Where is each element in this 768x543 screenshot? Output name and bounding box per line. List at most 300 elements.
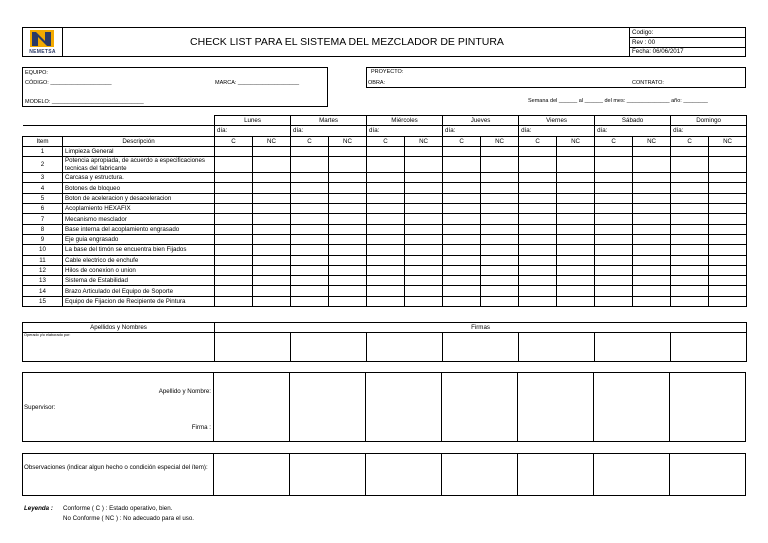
conforme-cell[interactable] [367, 193, 405, 203]
no-conforme-cell[interactable] [253, 214, 291, 224]
conforme-cell[interactable] [215, 265, 253, 275]
conforme-cell[interactable] [519, 146, 557, 156]
item-number: 5 [23, 193, 63, 203]
no-conforme-cell[interactable] [253, 157, 291, 173]
conforme-cell[interactable] [367, 146, 405, 156]
conforme-cell[interactable] [215, 276, 253, 286]
conforme-cell[interactable] [519, 245, 557, 255]
no-conforme-cell[interactable] [253, 173, 291, 183]
dia-field[interactable]: día: [671, 126, 747, 136]
dia-field[interactable]: día: [443, 126, 519, 136]
no-conforme-cell[interactable] [709, 255, 747, 265]
no-conforme-cell[interactable] [481, 193, 519, 203]
conforme-cell[interactable] [291, 146, 329, 156]
proyecto-info-box [366, 67, 746, 88]
no-conforme-cell[interactable] [709, 157, 747, 173]
conforme-cell[interactable] [367, 245, 405, 255]
conforme-cell[interactable] [215, 204, 253, 214]
conforme-cell[interactable] [367, 255, 405, 265]
table-row [23, 245, 747, 255]
no-conforme-cell[interactable] [481, 245, 519, 255]
no-conforme-cell[interactable] [253, 224, 291, 234]
conforme-cell[interactable] [291, 245, 329, 255]
no-conforme-cell[interactable] [405, 193, 443, 203]
conforme-cell[interactable] [291, 265, 329, 275]
firma-cell[interactable] [671, 333, 747, 362]
conforme-cell[interactable] [519, 276, 557, 286]
conforme-cell[interactable] [367, 173, 405, 183]
conforme-cell[interactable] [519, 255, 557, 265]
no-conforme-cell[interactable] [329, 286, 367, 296]
no-conforme-cell[interactable] [557, 173, 595, 183]
conforme-cell[interactable] [443, 173, 481, 183]
conforme-cell[interactable] [595, 146, 633, 156]
apellido-nombre-label: Apellido y Nombre: [158, 388, 211, 395]
conforme-cell[interactable] [367, 157, 405, 173]
no-conforme-cell[interactable] [633, 214, 671, 224]
item-description: Acoplamiento HEXAFIX [63, 204, 215, 214]
no-conforme-cell[interactable] [329, 265, 367, 275]
no-conforme-cell[interactable] [633, 146, 671, 156]
conforme-header: C [291, 136, 329, 146]
table-row [23, 255, 747, 265]
conforme-cell[interactable] [215, 193, 253, 203]
no-conforme-cell[interactable] [481, 146, 519, 156]
no-conforme-cell[interactable] [557, 214, 595, 224]
item-number: 8 [23, 224, 63, 234]
no-conforme-cell[interactable] [253, 204, 291, 214]
item-number: 6 [23, 204, 63, 214]
conforme-cell[interactable] [519, 224, 557, 234]
conforme-cell[interactable] [443, 286, 481, 296]
item-number: 9 [23, 234, 63, 244]
no-conforme-cell[interactable] [253, 296, 291, 306]
item-number: 2 [23, 157, 63, 173]
conforme-cell[interactable] [671, 224, 709, 234]
no-conforme-cell[interactable] [329, 173, 367, 183]
conforme-cell[interactable] [443, 265, 481, 275]
conforme-header: C [215, 136, 253, 146]
item-description: Hilos de conexion o union [63, 265, 215, 275]
supervisor-grid [213, 372, 746, 442]
no-conforme-cell[interactable] [481, 234, 519, 244]
conforme-cell[interactable] [291, 204, 329, 214]
logo-text: NEMETSA [29, 49, 56, 55]
conforme-header: C [519, 136, 557, 146]
no-conforme-cell[interactable] [709, 193, 747, 203]
conforme-cell[interactable] [519, 214, 557, 224]
conforme-cell[interactable] [671, 255, 709, 265]
item-number: 1 [23, 146, 63, 156]
no-conforme-cell[interactable] [405, 276, 443, 286]
conforme-cell[interactable] [443, 157, 481, 173]
rev-label: Rev : 00 [632, 39, 656, 46]
no-conforme-cell[interactable] [405, 234, 443, 244]
no-conforme-cell[interactable] [405, 255, 443, 265]
conforme-cell[interactable] [595, 234, 633, 244]
marca-field[interactable]: MARCA: ____________________ [215, 80, 300, 86]
obra-label: OBRA: [368, 80, 386, 86]
conforme-cell[interactable] [595, 286, 633, 296]
no-conforme-cell[interactable] [329, 296, 367, 306]
firma-cell[interactable] [291, 333, 367, 362]
no-conforme-header: NC [557, 136, 595, 146]
firma-cell[interactable] [367, 333, 443, 362]
conforme-cell[interactable] [671, 265, 709, 275]
observaciones-grid [213, 453, 746, 496]
firma-cell[interactable] [519, 333, 595, 362]
no-conforme-cell[interactable] [481, 265, 519, 275]
no-conforme-cell[interactable] [329, 255, 367, 265]
no-conforme-cell[interactable] [481, 204, 519, 214]
no-conforme-cell[interactable] [481, 214, 519, 224]
conforme-cell[interactable] [519, 296, 557, 306]
day-header: Viernes [519, 116, 595, 126]
header-blank [23, 126, 215, 136]
conforme-cell[interactable] [443, 193, 481, 203]
proyecto-label: PROYECTO: [371, 69, 404, 75]
conforme-cell[interactable] [671, 234, 709, 244]
no-conforme-cell[interactable] [633, 255, 671, 265]
no-conforme-cell[interactable] [557, 157, 595, 173]
no-conforme-cell[interactable] [253, 146, 291, 156]
conforme-cell[interactable] [671, 296, 709, 306]
no-conforme-cell[interactable] [405, 204, 443, 214]
no-conforme-cell[interactable] [329, 146, 367, 156]
table-row [23, 173, 747, 183]
table-row [23, 204, 747, 214]
no-conforme-cell[interactable] [253, 183, 291, 193]
no-conforme-cell[interactable] [329, 193, 367, 203]
conforme-cell[interactable] [367, 265, 405, 275]
no-conforme-cell[interactable] [709, 146, 747, 156]
conforme-cell[interactable] [671, 286, 709, 296]
firma-divider [441, 372, 442, 442]
conforme-cell[interactable] [595, 193, 633, 203]
conforme-cell[interactable] [519, 183, 557, 193]
conforme-cell[interactable] [291, 193, 329, 203]
no-conforme-cell[interactable] [253, 234, 291, 244]
item-description: Cable electrico de enchufe [63, 255, 215, 265]
no-conforme-cell[interactable] [557, 255, 595, 265]
no-conforme-cell[interactable] [633, 296, 671, 306]
no-conforme-cell[interactable] [633, 286, 671, 296]
item-number: 7 [23, 214, 63, 224]
no-conforme-cell[interactable] [253, 265, 291, 275]
no-conforme-cell[interactable] [709, 245, 747, 255]
no-conforme-cell[interactable] [329, 224, 367, 234]
no-conforme-cell[interactable] [633, 224, 671, 234]
conforme-cell[interactable] [671, 245, 709, 255]
firma-divider [365, 372, 366, 442]
conforme-cell[interactable] [519, 234, 557, 244]
conforme-cell[interactable] [443, 204, 481, 214]
conforme-cell[interactable] [215, 245, 253, 255]
conforme-cell[interactable] [595, 214, 633, 224]
day-header: Miércoles [367, 116, 443, 126]
conforme-cell[interactable] [291, 255, 329, 265]
no-conforme-cell[interactable] [481, 296, 519, 306]
conforme-cell[interactable] [595, 265, 633, 275]
no-conforme-header: NC [329, 136, 367, 146]
no-conforme-cell[interactable] [633, 234, 671, 244]
no-conforme-cell[interactable] [557, 245, 595, 255]
signatures-table [22, 322, 747, 362]
dia-field[interactable]: día: [595, 126, 671, 136]
no-conforme-cell[interactable] [405, 183, 443, 193]
equipo-info-box [22, 67, 328, 107]
no-conforme-cell[interactable] [405, 245, 443, 255]
no-conforme-cell[interactable] [405, 173, 443, 183]
no-conforme-cell[interactable] [709, 234, 747, 244]
item-number: 12 [23, 265, 63, 275]
conforme-cell[interactable] [671, 183, 709, 193]
no-conforme-cell[interactable] [253, 245, 291, 255]
firma-cell[interactable] [443, 333, 519, 362]
codigo-label: Codigo: [632, 29, 654, 36]
no-conforme-cell[interactable] [633, 183, 671, 193]
conforme-cell[interactable] [291, 183, 329, 193]
conforme-cell[interactable] [519, 286, 557, 296]
conforme-cell[interactable] [443, 234, 481, 244]
item-description: Eje guia engrasado [63, 234, 215, 244]
table-row [23, 183, 747, 193]
item-description: Base interna del acoplamiento engrasado [63, 224, 215, 234]
no-conforme-cell[interactable] [405, 214, 443, 224]
conforme-cell[interactable] [595, 276, 633, 286]
page-title: CHECK LIST PARA EL SISTEMA DEL MEZCLADOR DE PINTURA [190, 36, 504, 48]
meta-divider-1 [629, 37, 746, 38]
conforme-cell[interactable] [367, 234, 405, 244]
conforme-cell[interactable] [595, 296, 633, 306]
no-conforme-cell[interactable] [253, 286, 291, 296]
no-conforme-cell[interactable] [557, 265, 595, 275]
no-conforme-cell[interactable] [633, 173, 671, 183]
no-conforme-cell[interactable] [557, 234, 595, 244]
observaciones-label: Observaciones (indicar algun hecho o condición especial del ítem): [24, 464, 208, 471]
conforme-cell[interactable] [367, 204, 405, 214]
conforme-cell[interactable] [595, 255, 633, 265]
contrato-label: CONTRATO: [632, 80, 664, 86]
day-header: Martes [291, 116, 367, 126]
conforme-cell[interactable] [519, 173, 557, 183]
conforme-cell[interactable] [215, 296, 253, 306]
no-conforme-cell[interactable] [481, 157, 519, 173]
leyenda-label: Leyenda : [24, 505, 53, 512]
no-conforme-cell[interactable] [709, 224, 747, 234]
conforme-cell[interactable] [595, 224, 633, 234]
conforme-cell[interactable] [215, 146, 253, 156]
no-conforme-cell[interactable] [557, 296, 595, 306]
conforme-cell[interactable] [595, 173, 633, 183]
conforme-cell[interactable] [367, 276, 405, 286]
no-conforme-cell[interactable] [405, 157, 443, 173]
no-conforme-cell[interactable] [253, 276, 291, 286]
no-conforme-cell[interactable] [709, 286, 747, 296]
conforme-cell[interactable] [595, 183, 633, 193]
no-conforme-cell[interactable] [481, 173, 519, 183]
no-conforme-cell[interactable] [633, 193, 671, 203]
checklist-table [22, 115, 747, 307]
table-row [23, 276, 747, 286]
no-conforme-cell[interactable] [405, 224, 443, 234]
conforme-cell[interactable] [215, 255, 253, 265]
dia-field[interactable]: día: [367, 126, 443, 136]
conforme-cell[interactable] [671, 214, 709, 224]
no-conforme-cell[interactable] [557, 193, 595, 203]
table-row [23, 265, 747, 275]
firma-divider [517, 453, 518, 496]
no-conforme-cell[interactable] [329, 245, 367, 255]
no-conforme-cell[interactable] [329, 234, 367, 244]
firma-cell[interactable] [215, 333, 291, 362]
conforme-cell[interactable] [215, 183, 253, 193]
conforme-cell[interactable] [367, 296, 405, 306]
item-number: 10 [23, 245, 63, 255]
conforme-cell[interactable] [595, 245, 633, 255]
conforme-cell[interactable] [519, 265, 557, 275]
no-conforme-cell[interactable] [481, 255, 519, 265]
firma-cell[interactable] [595, 333, 671, 362]
item-number: 4 [23, 183, 63, 193]
no-conforme-cell[interactable] [709, 265, 747, 275]
no-conforme-cell[interactable] [709, 214, 747, 224]
no-conforme-cell[interactable] [405, 296, 443, 306]
dia-field[interactable]: día: [291, 126, 367, 136]
no-conforme-cell[interactable] [329, 204, 367, 214]
supervisor-label: Supervisor: [24, 404, 56, 411]
conforme-cell[interactable] [291, 157, 329, 173]
conforme-cell[interactable] [671, 204, 709, 214]
conforme-cell[interactable] [519, 157, 557, 173]
no-conforme-cell[interactable] [481, 286, 519, 296]
day-header: Domingo [671, 116, 747, 126]
firma-divider [517, 372, 518, 442]
conforme-cell[interactable] [291, 173, 329, 183]
conforme-cell[interactable] [443, 146, 481, 156]
item-description: Sistema de Estabilidad [63, 276, 215, 286]
codigo-field[interactable]: CÓDIGO: ____________________ [25, 80, 112, 86]
conforme-cell[interactable] [595, 204, 633, 214]
no-conforme-cell[interactable] [633, 276, 671, 286]
conforme-cell[interactable] [215, 173, 253, 183]
no-conforme-cell[interactable] [557, 146, 595, 156]
conforme-cell[interactable] [215, 214, 253, 224]
conforme-cell[interactable] [291, 224, 329, 234]
no-conforme-cell[interactable] [405, 146, 443, 156]
no-conforme-cell[interactable] [557, 224, 595, 234]
no-conforme-cell[interactable] [633, 245, 671, 255]
no-conforme-cell[interactable] [709, 296, 747, 306]
conforme-cell[interactable] [443, 224, 481, 234]
conforme-cell[interactable] [671, 157, 709, 173]
conforme-cell[interactable] [215, 234, 253, 244]
conforme-cell[interactable] [671, 173, 709, 183]
conforme-cell[interactable] [367, 214, 405, 224]
no-conforme-cell[interactable] [405, 286, 443, 296]
conforme-cell[interactable] [291, 296, 329, 306]
no-conforme-cell[interactable] [557, 286, 595, 296]
no-conforme-cell[interactable] [329, 157, 367, 173]
table-row [23, 234, 747, 244]
item-number: 3 [23, 173, 63, 183]
firma-divider [289, 372, 290, 442]
conforme-cell[interactable] [367, 286, 405, 296]
conforme-cell[interactable] [519, 193, 557, 203]
conforme-cell[interactable] [671, 276, 709, 286]
no-conforme-cell[interactable] [557, 183, 595, 193]
conforme-cell[interactable] [443, 183, 481, 193]
no-conforme-header: NC [633, 136, 671, 146]
conforme-cell[interactable] [519, 204, 557, 214]
dia-field[interactable]: día: [215, 126, 291, 136]
item-description: Carcasa y estructura. [63, 173, 215, 183]
no-conforme-cell[interactable] [709, 173, 747, 183]
conforme-cell[interactable] [443, 296, 481, 306]
no-conforme-cell[interactable] [481, 224, 519, 234]
no-conforme-cell[interactable] [633, 157, 671, 173]
no-conforme-cell[interactable] [557, 276, 595, 286]
conforme-cell[interactable] [215, 286, 253, 296]
no-conforme-cell[interactable] [253, 255, 291, 265]
modelo-field[interactable]: MODELO: ______________________________ [25, 99, 144, 105]
conforme-cell[interactable] [291, 286, 329, 296]
leyenda-line-2: No Conforme ( NC ) : No adecuado para el uso. [63, 515, 195, 522]
conforme-cell[interactable] [291, 214, 329, 224]
firma-label: Firma : [191, 424, 211, 431]
no-conforme-header: NC [405, 136, 443, 146]
conforme-cell[interactable] [367, 183, 405, 193]
item-description: Potencia apropiada, de acuerdo a especificaciones tecnicas del fabricante [63, 157, 215, 173]
conforme-cell[interactable] [291, 276, 329, 286]
no-conforme-cell[interactable] [557, 204, 595, 214]
no-conforme-cell[interactable] [709, 204, 747, 214]
no-conforme-cell[interactable] [481, 276, 519, 286]
no-conforme-cell[interactable] [329, 183, 367, 193]
conforme-cell[interactable] [291, 234, 329, 244]
conforme-cell[interactable] [367, 224, 405, 234]
no-conforme-cell[interactable] [633, 204, 671, 214]
semana-field[interactable]: Semana del ______ al ______ del mes: ______________ año: ________ [528, 98, 708, 104]
conforme-cell[interactable] [215, 224, 253, 234]
day-header: Jueves [443, 116, 519, 126]
no-conforme-cell[interactable] [253, 193, 291, 203]
conforme-cell[interactable] [595, 157, 633, 173]
firma-divider [289, 453, 290, 496]
no-conforme-cell[interactable] [481, 183, 519, 193]
conforme-cell[interactable] [671, 193, 709, 203]
conforme-cell[interactable] [443, 255, 481, 265]
dia-field[interactable]: día: [519, 126, 595, 136]
item-description: Mecanismo mesclador [63, 214, 215, 224]
firma-divider [365, 453, 366, 496]
no-conforme-cell[interactable] [329, 276, 367, 286]
conforme-cell[interactable] [443, 276, 481, 286]
firma-divider [593, 372, 594, 442]
conforme-cell[interactable] [443, 245, 481, 255]
conforme-header: C [367, 136, 405, 146]
conforme-cell[interactable] [443, 214, 481, 224]
conforme-cell[interactable] [671, 146, 709, 156]
conforme-cell[interactable] [215, 157, 253, 173]
no-conforme-cell[interactable] [405, 265, 443, 275]
no-conforme-cell[interactable] [329, 214, 367, 224]
no-conforme-cell[interactable] [709, 276, 747, 286]
no-conforme-cell[interactable] [709, 183, 747, 193]
item-description: Brazo Articulado del Equipo de Soporte [63, 286, 215, 296]
conforme-header: C [671, 136, 709, 146]
no-conforme-cell[interactable] [633, 265, 671, 275]
